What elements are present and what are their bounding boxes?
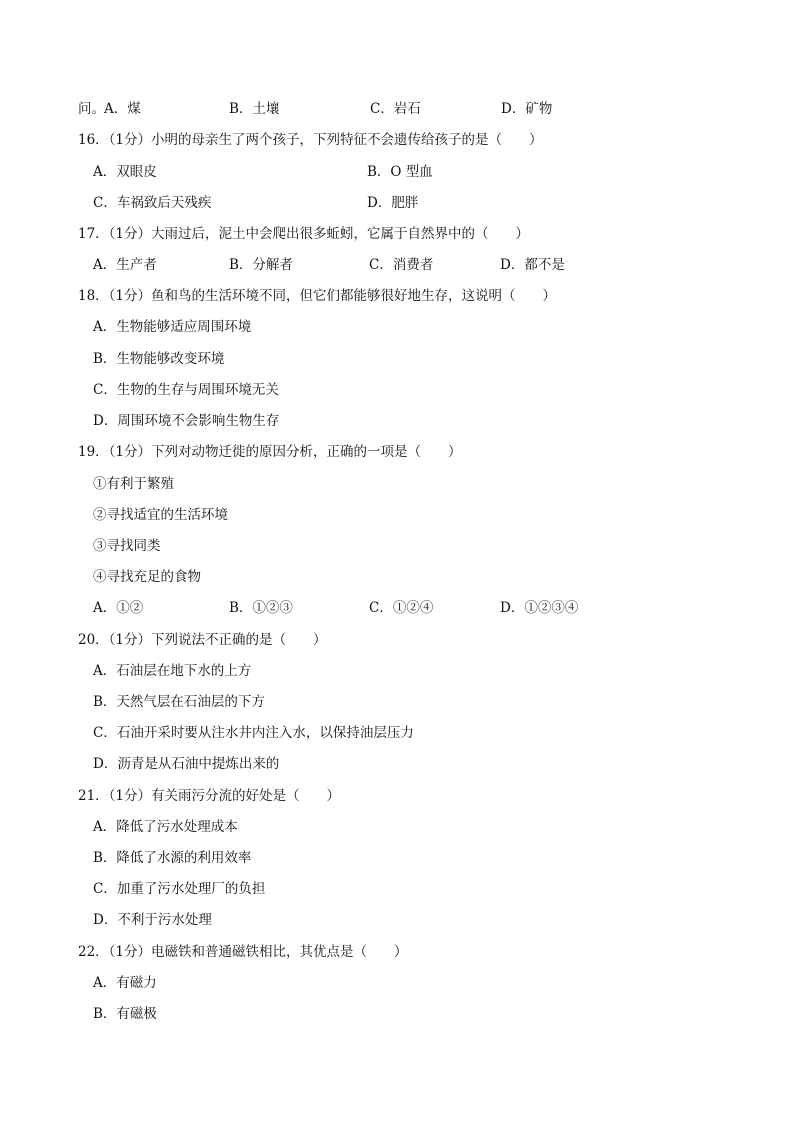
q21-option-b: B．降低了水源的利用效率 xyxy=(93,850,252,866)
q15-lead: 问。 xyxy=(78,101,105,117)
q18-option-b: B．生物能够改变环境 xyxy=(93,351,225,367)
q15-option-b: B．土壤 xyxy=(229,101,280,117)
q18-option-d: D．周围环境不会影响生物生存 xyxy=(93,413,280,429)
q21-stem: 21．（1分）有关雨污分流的好处是（ ） xyxy=(78,788,341,804)
q19-stem: 19．（1分）下列对动物迁徙的原因分析，正确的一项是（ ） xyxy=(78,444,462,460)
q15-option-d: D．矿物 xyxy=(501,101,553,117)
q15-options-row xyxy=(78,98,794,120)
q20-option-a: A．石油层在地下水的上方 xyxy=(93,663,252,679)
q17-option-c: C．消费者 xyxy=(369,257,434,273)
q17-option-b: B．分解者 xyxy=(229,257,293,273)
q15-option-a: A．煤 xyxy=(104,101,141,117)
q22-stem: 22．（1分）电磁铁和普通磁铁相比，其优点是（ ） xyxy=(78,944,408,960)
q19-option-c: C．①②④ xyxy=(369,600,434,616)
q19-item-1: ①有利于繁殖 xyxy=(93,476,174,492)
q18-option-a: A．生物能够适应周围环境 xyxy=(93,319,252,335)
q19-item-4: ④寻找充足的食物 xyxy=(93,569,201,585)
q16-stem: 16．（1分）小明的母亲生了两个孩子，下列特征不会遗传给孩子的是（ ） xyxy=(78,132,543,148)
q16-option-c: C．车祸致后天残疾 xyxy=(93,195,212,211)
q19-option-d: D．①②③④ xyxy=(500,600,579,616)
q21-option-a: A．降低了污水处理成本 xyxy=(93,819,238,835)
q17-option-d: D．都不是 xyxy=(500,257,565,273)
q16-options-row-1 xyxy=(93,161,794,183)
q16-option-b: B．O 型血 xyxy=(367,164,433,180)
q17-stem: 17．（1分）大雨过后，泥土中会爬出很多蚯蚓，它属于自然界中的（ ） xyxy=(78,226,530,242)
q21-option-d: D．不利于污水处理 xyxy=(93,912,212,928)
q22-option-a: A．有磁力 xyxy=(93,975,157,991)
q16-options-row-2 xyxy=(93,192,794,214)
q19-item-2: ②寻找适宜的生活环境 xyxy=(93,507,228,523)
q16-option-d: D．肥胖 xyxy=(367,195,419,211)
q19-options-row xyxy=(93,597,794,619)
q16-option-a: A．双眼皮 xyxy=(93,164,157,180)
q20-stem: 20．（1分）下列说法不正确的是（ ） xyxy=(78,632,327,648)
q18-stem: 18．（1分）鱼和鸟的生活环境不同，但它们都能够很好地生存，这说明（ ） xyxy=(78,288,557,304)
q17-options-row xyxy=(93,254,794,276)
q18-option-c: C．生物的生存与周围环境无关 xyxy=(93,382,279,398)
q17-option-a: A．生产者 xyxy=(93,257,157,273)
q20-option-b: B．天然气层在石油层的下方 xyxy=(93,694,265,710)
q19-option-b: B．①②③ xyxy=(229,600,293,616)
q20-option-c: C．石油开采时要从注水井内注入水，以保持油层压力 xyxy=(93,725,414,741)
q21-option-c: C．加重了污水处理厂的负担 xyxy=(93,881,266,897)
q15-option-c: C．岩石 xyxy=(370,101,421,117)
q19-item-3: ③寻找同类 xyxy=(93,538,161,554)
q19-option-a: A．①② xyxy=(93,600,144,616)
q20-option-d: D．沥青是从石油中提炼出来的 xyxy=(93,756,280,772)
q22-option-b: B．有磁极 xyxy=(93,1006,157,1022)
